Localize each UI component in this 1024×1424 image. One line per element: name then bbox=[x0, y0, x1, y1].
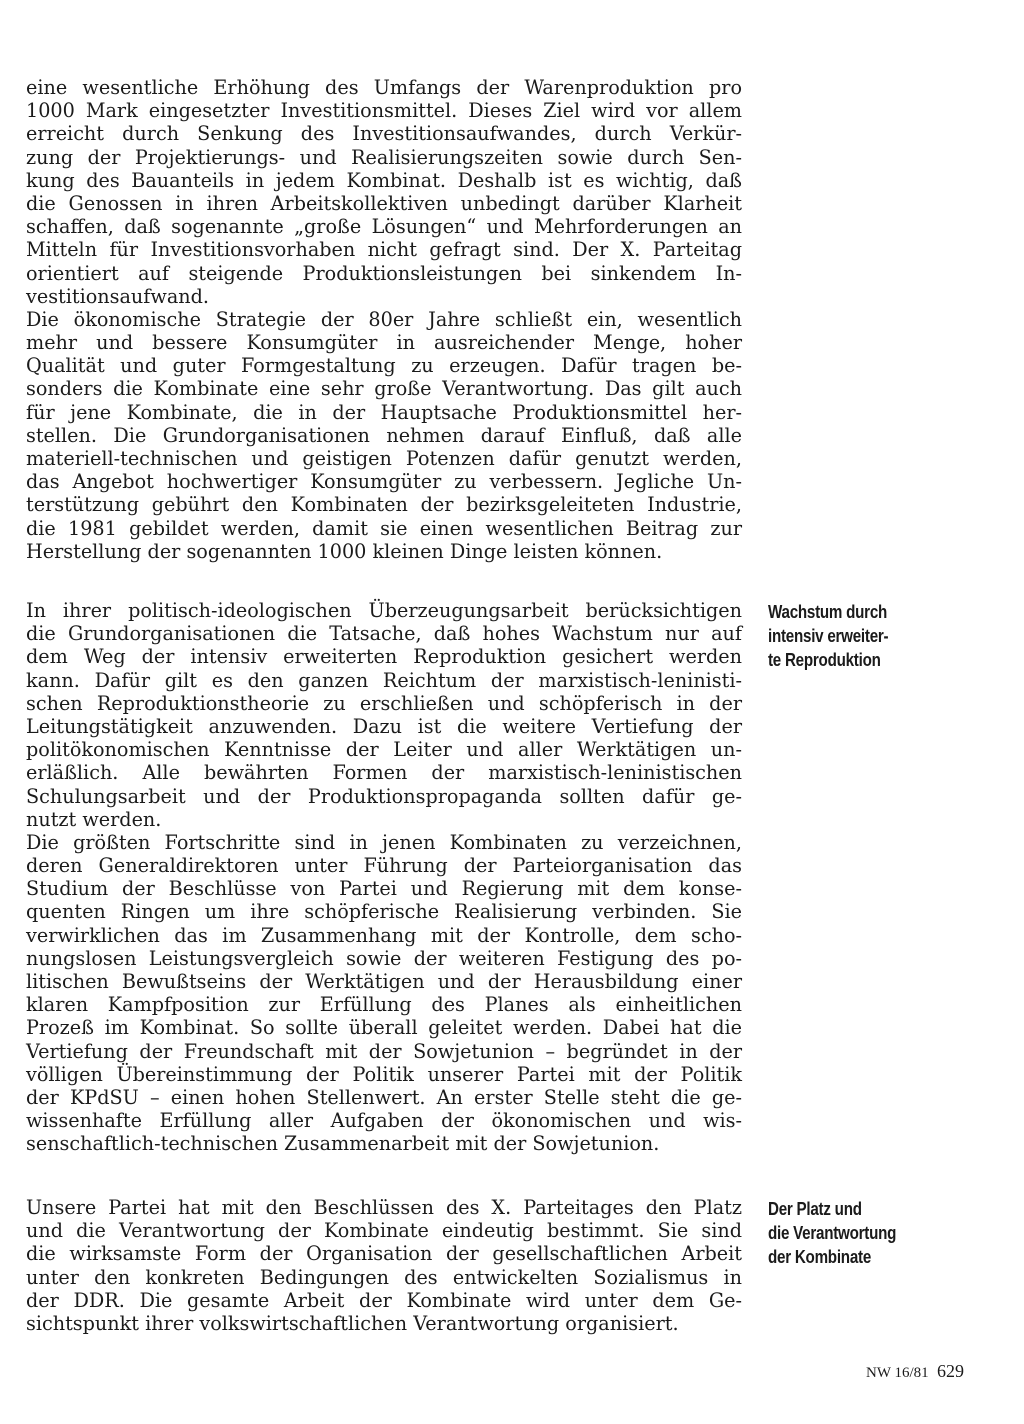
text-line-content: die Grundorganisationen die Tatsache, daß hohes Wachstum nur auf bbox=[26, 622, 742, 646]
text-line bbox=[26, 1132, 742, 1155]
text-line bbox=[26, 645, 742, 668]
text-line-content: die 1981 gebildet werden, damit sie einen wesentlichen Beitrag zur bbox=[26, 516, 742, 540]
paragraph-block bbox=[26, 76, 742, 563]
text-line-content: Leitungstätigkeit anzuwenden. Dazu ist die weitere Vertiefung der bbox=[26, 714, 742, 738]
text-line bbox=[26, 900, 742, 923]
text-line bbox=[26, 540, 742, 563]
text-line-content: Mitteln für Investitionsvorhaben nicht gefragt sind. Der X. Parteitag bbox=[26, 238, 742, 262]
text-line bbox=[26, 424, 742, 447]
text-line bbox=[26, 831, 742, 854]
text-line bbox=[26, 924, 742, 947]
text-line-content: verwirklichen das im Zusammenhang mit der Kontrolle, dem scho- bbox=[26, 923, 742, 947]
marginal-heading bbox=[768, 1197, 1008, 1269]
text-line-content: stellen. Die Grundorganisationen nehmen darauf Einfluß, daß alle bbox=[26, 423, 742, 447]
text-line-content: Die größten Fortschritte sind in jenen Kombinaten zu verzeichnen, bbox=[26, 830, 742, 854]
text-line bbox=[26, 354, 742, 377]
text-line bbox=[26, 1266, 742, 1289]
text-line bbox=[26, 493, 742, 516]
text-line-content: dem Weg der intensiv erweiterten Reproduktion gesichert werden bbox=[26, 645, 742, 669]
text-line-content: Prozeß im Kombinat. So sollte überall geleitet werden. Dabei hat die bbox=[26, 1016, 742, 1040]
text-line bbox=[26, 401, 742, 424]
text-line bbox=[26, 1016, 742, 1039]
paragraph-block bbox=[26, 1196, 742, 1335]
text-line bbox=[26, 146, 742, 169]
text-line bbox=[26, 517, 742, 540]
text-line bbox=[26, 738, 742, 761]
text-line bbox=[26, 808, 742, 831]
marginal-heading bbox=[768, 600, 1008, 672]
text-line-content: für jene Kombinate, die in der Hauptsache Produktionsmittel her- bbox=[26, 400, 742, 424]
text-line-content: In ihrer politisch-ideologischen Überzeugungsarbeit berücksichtigen bbox=[26, 599, 742, 622]
text-line bbox=[26, 1312, 742, 1335]
text-line-content: eine wesentliche Erhöhung des Umfangs der Warenproduktion pro bbox=[26, 76, 742, 99]
text-line bbox=[26, 993, 742, 1016]
text-line-content: der KPdSU – einen hohen Stellenwert. An erster Stelle steht die ge- bbox=[26, 1085, 742, 1109]
text-line-content: und die Verantwortung der Kombinate eindeutig bestimmt. Sie sind bbox=[26, 1219, 742, 1243]
text-line-content: Die ökonomische Strategie der 80er Jahre schließt ein, wesentlich bbox=[26, 307, 742, 331]
text-line bbox=[26, 715, 742, 738]
text-line-content: litischen Bewußtseins der Werktätigen und der Herausbildung einer bbox=[26, 970, 742, 993]
text-line-content: das Angebot hochwertiger Konsumgüter zu verbessern. Jegliche Un- bbox=[26, 470, 742, 494]
marginal-heading-line: intensiv erweiter- bbox=[768, 625, 889, 646]
text-line bbox=[26, 308, 742, 331]
text-line-content: sonders die Kombinate eine sehr große Verantwortung. Das gilt auch bbox=[26, 377, 742, 401]
text-line bbox=[26, 669, 742, 692]
text-line bbox=[26, 1040, 742, 1063]
text-line bbox=[26, 1063, 742, 1086]
text-line-content: mehr und bessere Konsumgüter in ausreichender Menge, hoher bbox=[26, 331, 742, 355]
text-line bbox=[26, 877, 742, 900]
page-number: 629 bbox=[937, 1361, 964, 1381]
text-line-content: deren Generaldirektoren unter Führung der Parteiorganisation das bbox=[26, 854, 742, 878]
text-line-content: kung des Bauanteils in jedem Kombinat. Deshalb ist es wichtig, daß bbox=[26, 168, 742, 192]
text-line bbox=[26, 76, 742, 99]
text-line-content: kann. Dafür gilt es den ganzen Reichtum der marxistisch-leninisti- bbox=[26, 668, 742, 692]
text-line bbox=[26, 377, 742, 400]
marginal-heading-line: te Reproduktion bbox=[768, 649, 881, 670]
text-line-content: erläßlich. Alle bewährten Formen der marxistisch-leninistischen bbox=[26, 761, 742, 785]
text-line-content: 1000 Mark eingesetzter Investitionsmittel. Dieses Ziel wird vor allem bbox=[26, 99, 742, 123]
text-line-content: wissenhafte Erfüllung aller Aufgaben der ökonomischen und wis- bbox=[26, 1109, 742, 1133]
text-line bbox=[26, 761, 742, 784]
text-line-content: erreicht durch Senkung des Investitionsaufwandes, durch Verkür- bbox=[26, 122, 742, 146]
text-line-content: sichtspunkt ihrer volkswirtschaftlichen Verantwortung organisiert. bbox=[26, 1311, 679, 1335]
marginal-heading-line: Der Platz und bbox=[768, 1198, 862, 1219]
text-line-content: Vertiefung der Freundschaft mit der Sowjetunion – begründet in der bbox=[26, 1039, 742, 1063]
text-line bbox=[26, 238, 742, 261]
text-line-content: Herstellung der sogenannten 1000 kleinen Dinge leisten können. bbox=[26, 539, 663, 563]
text-line-content: Qualität und guter Formgestaltung zu erzeugen. Dafür tragen be- bbox=[26, 354, 742, 378]
text-line-content: orientiert auf steigende Produktionsleistungen bei sinkendem In- bbox=[26, 261, 742, 285]
text-line-content: der DDR. Die gesamte Arbeit der Kombinate wird unter dem Ge- bbox=[26, 1288, 742, 1312]
text-line bbox=[26, 692, 742, 715]
text-line-content: klaren Kampfposition zur Erfüllung des Planes als einheitlichen bbox=[26, 993, 742, 1017]
text-line-content: terstützung gebührt den Kombinaten der bezirksgeleiteten Industrie, bbox=[26, 493, 742, 517]
text-line bbox=[26, 947, 742, 970]
text-line bbox=[26, 970, 742, 993]
text-line-content: vestitionsaufwand. bbox=[26, 284, 209, 308]
text-line bbox=[26, 122, 742, 145]
text-line bbox=[26, 622, 742, 645]
text-line bbox=[26, 854, 742, 877]
text-line bbox=[26, 1196, 742, 1219]
text-line bbox=[26, 1289, 742, 1312]
text-line-content: Studium der Beschlüsse von Partei und Regierung mit dem konse- bbox=[26, 877, 742, 901]
text-line bbox=[26, 785, 742, 808]
text-line bbox=[26, 1109, 742, 1132]
text-line bbox=[26, 262, 742, 285]
text-line-content: zung der Projektierungs- und Realisierungszeiten sowie durch Sen- bbox=[26, 145, 742, 169]
marginal-heading-line: die Verantwortung bbox=[768, 1222, 897, 1243]
text-line bbox=[26, 599, 742, 622]
journal-issue: NW 16/81 bbox=[866, 1365, 929, 1381]
marginal-heading-line: Wachstum durch bbox=[768, 601, 888, 622]
text-line bbox=[26, 215, 742, 238]
text-line-content: politökonomischen Kenntnisse der Leiter und aller Werktätigen un- bbox=[26, 738, 742, 762]
text-line bbox=[26, 285, 742, 308]
text-line-content: Unsere Partei hat mit den Beschlüssen des X. Parteitages den Platz bbox=[26, 1196, 742, 1219]
paragraph-block bbox=[26, 599, 742, 1156]
text-line bbox=[26, 99, 742, 122]
text-line bbox=[26, 331, 742, 354]
text-line-content: nutzt werden. bbox=[26, 807, 162, 831]
marginal-heading-line: der Kombinate bbox=[768, 1246, 872, 1267]
text-line-content: schaffen, daß sogenannte „große Lösungen“ und Mehrforderungen an bbox=[26, 215, 742, 239]
text-line bbox=[26, 1086, 742, 1109]
text-line-content: senschaftlich-technischen Zusammenarbeit mit der Sowjetunion. bbox=[26, 1132, 660, 1156]
text-line bbox=[26, 447, 742, 470]
text-line-content: nungslosen Leistungsvergleich sowie der weiteren Festigung des po- bbox=[26, 946, 742, 970]
text-line-content: materiell-technischen und geistigen Potenzen dafür genutzt werden, bbox=[26, 447, 742, 470]
text-line bbox=[26, 470, 742, 493]
text-line bbox=[26, 192, 742, 215]
text-line-content: die wirksamste Form der Organisation der gesellschaftlichen Arbeit bbox=[26, 1242, 742, 1266]
text-line-content: die Genossen in ihren Arbeitskollektiven unbedingt darüber Klarheit bbox=[26, 191, 742, 215]
text-line-content: Schulungsarbeit und der Produktionspropaganda sollten dafür ge- bbox=[26, 784, 742, 808]
text-line-content: schen Reproduktionstheorie zu erschließen und schöpferisch in der bbox=[26, 691, 742, 715]
text-line bbox=[26, 1242, 742, 1265]
text-line-content: unter den konkreten Bedingungen des entwickelten Sozialismus in bbox=[26, 1265, 742, 1289]
text-line-content: völligen Übereinstimmung der Politik unserer Partei mit der Politik bbox=[26, 1062, 742, 1086]
text-line-content: quenten Ringen um ihre schöpferische Realisierung verbinden. Sie bbox=[26, 900, 742, 924]
text-line bbox=[26, 1219, 742, 1242]
text-line bbox=[26, 169, 742, 192]
